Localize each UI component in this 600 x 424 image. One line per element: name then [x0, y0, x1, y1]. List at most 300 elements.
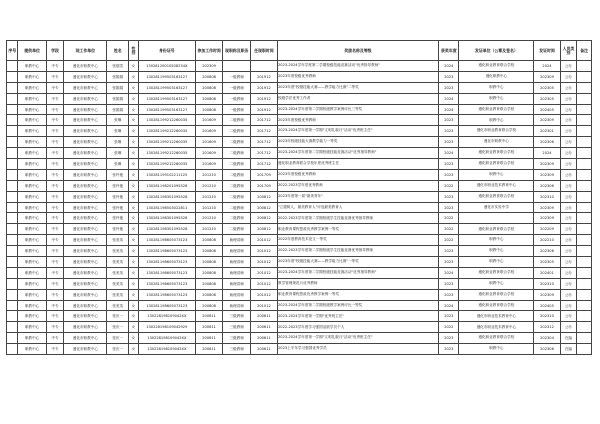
table-cell: 202312 — [534, 322, 560, 333]
table-row — [7, 82, 592, 93]
table-cell — [577, 93, 592, 104]
column-header: 序号 — [7, 41, 18, 61]
table-cell: 职教中心 — [18, 169, 46, 180]
table-cell: 女 — [129, 71, 138, 82]
table-cell: 202309 — [534, 289, 560, 300]
table-cell: 中专 — [46, 93, 64, 104]
table-cell: 2023 — [439, 289, 459, 300]
table-cell: "立德树人，最美教育人"评选最美教育人 — [277, 202, 439, 213]
table-cell: 2023 — [439, 344, 459, 355]
table-cell: 202209 — [534, 224, 560, 235]
table-cell: 2022-2023学年度第二学期校级学生技能竞赛优秀指导教师 — [277, 246, 439, 257]
table-cell: 职教中心 — [18, 311, 46, 322]
table-cell: 遵化市职教中心 — [64, 137, 107, 148]
table-cell: 公办 — [560, 278, 577, 289]
table-cell: 张娟娟 — [107, 71, 129, 82]
column-header: 学段 — [46, 41, 64, 61]
table-cell: 职教中心 — [18, 257, 46, 268]
table-cell: 公办 — [560, 180, 577, 191]
table-cell: 遵化市职业技术教育中心 — [459, 311, 534, 322]
table-cell — [251, 61, 277, 72]
table-cell: 二级教师 — [223, 137, 251, 148]
table-cell: 遵化市职教中心 — [64, 278, 107, 289]
table-row — [7, 289, 592, 300]
table-cell: 202305 — [534, 257, 560, 268]
table-cell: 张美英 — [107, 300, 129, 311]
table-cell: 中专 — [46, 180, 64, 191]
table-row — [7, 311, 592, 322]
table-cell: 202306 — [534, 246, 560, 257]
table-cell: 2023年度"校级技能大赛——教学能力比赛"一等奖 — [277, 257, 439, 268]
table-cell: 女 — [129, 235, 138, 246]
table-cell: 2022-2023学年度优秀教师 — [277, 180, 439, 191]
table-cell: 职教中心 — [18, 235, 46, 246]
table-cell: 中专 — [46, 202, 64, 213]
table-cell: 2024 — [439, 61, 459, 72]
table-cell: 201712 — [251, 126, 277, 137]
table-cell: 遵化职业教育联合学校 — [459, 191, 534, 202]
table-cell: 2023 — [439, 126, 459, 137]
table-cell: 公办 — [560, 159, 577, 170]
table-cell: 二级教师 — [223, 159, 251, 170]
table-cell: 张玲艳 — [107, 202, 129, 213]
table-cell: 在编 — [560, 333, 577, 344]
table-cell: 遵化市职教中心 — [64, 213, 107, 224]
table-cell — [7, 289, 18, 300]
table-cell: 201609 — [196, 159, 223, 170]
table-cell: 张庆一 — [107, 344, 129, 355]
header-row — [7, 41, 592, 61]
table-cell: 女 — [129, 289, 138, 300]
table-cell: 遵化职业教育联合学校 — [459, 289, 534, 300]
table-row — [7, 322, 592, 333]
table-cell: 公办 — [560, 224, 577, 235]
table-row — [7, 169, 592, 180]
table-cell: 中专 — [46, 148, 64, 159]
table-cell: 202306 — [534, 137, 560, 148]
table-cell: 女 — [129, 267, 138, 278]
table-cell: 2023 — [439, 278, 459, 289]
table-cell: 200808 — [196, 257, 223, 268]
table-cell — [577, 278, 592, 289]
table-cell: 200808 — [196, 71, 223, 82]
table-cell: 一级教师 — [223, 71, 251, 82]
award-table — [6, 40, 592, 355]
table-cell: 公办 — [560, 213, 577, 224]
table-cell: 201210 — [196, 213, 223, 224]
table-cell: 公办 — [560, 82, 577, 93]
table-cell: 遵化市职教中心 — [64, 202, 107, 213]
table-cell: 二级教师 — [223, 191, 251, 202]
table-row — [7, 180, 592, 191]
table-cell: 200812 — [251, 202, 277, 213]
table-cell: 职业教育课程思政优秀教学案例一等奖 — [277, 224, 439, 235]
table-cell — [7, 300, 18, 311]
column-header: 发证时间 — [534, 41, 560, 61]
table-cell: 200611 — [251, 344, 277, 355]
table-cell: 公办 — [560, 104, 577, 115]
table-cell: 三级教师 — [223, 322, 251, 333]
table-cell — [577, 224, 592, 235]
table-cell: 张琳 — [107, 126, 129, 137]
table-cell: 女 — [129, 191, 138, 202]
table-cell: 一级教师 — [223, 93, 251, 104]
table-row — [7, 126, 592, 137]
table-cell: 公办 — [560, 202, 577, 213]
table-cell: 职教中心 — [18, 82, 46, 93]
table-cell: 职教中心 — [18, 322, 46, 333]
table-cell: 130281198605073123 — [138, 267, 195, 278]
table-cell: 张美英 — [107, 267, 129, 278]
table-cell: 二级教师 — [223, 224, 251, 235]
table-cell: 200808 — [196, 300, 223, 311]
table-cell: 职教中心 — [459, 278, 534, 289]
table-cell: 130281198605073123 — [138, 300, 195, 311]
table-cell: 2023 — [439, 333, 459, 344]
table-row — [7, 115, 592, 126]
column-header: 发证单位（公章及签名） — [459, 41, 534, 61]
table-cell: 2023 — [439, 82, 459, 93]
table-cell: 202310 — [534, 278, 560, 289]
table-cell — [7, 61, 18, 72]
table-cell: 遵化市职教中心 — [64, 333, 107, 344]
table-cell: 202305 — [534, 93, 560, 104]
table-cell: 张美英 — [107, 289, 129, 300]
column-header: 参加工作时间 — [196, 41, 223, 61]
table-cell: 职教中心 — [18, 104, 46, 115]
table-cell: 2023 — [439, 311, 459, 322]
table-cell: 公办 — [560, 115, 577, 126]
table-cell: 遵化市职业教育联合学校 — [459, 126, 534, 137]
table-cell: 遵化市职教中心 — [64, 180, 107, 191]
table-cell: 200808 — [196, 289, 223, 300]
table-cell: 中专 — [46, 213, 64, 224]
table-cell: 202405 — [534, 104, 560, 115]
table-cell — [7, 82, 18, 93]
table-cell: 中专 — [46, 278, 64, 289]
table-cell — [7, 169, 18, 180]
table-cell — [7, 278, 18, 289]
table-cell — [577, 61, 592, 72]
table-cell: 130281198201095528 — [138, 180, 195, 191]
table-cell: 2022 — [439, 213, 459, 224]
table-cell — [577, 257, 592, 268]
table-cell: 助理讲师 — [223, 289, 251, 300]
table-cell: 职教中心 — [18, 148, 46, 159]
table-cell: 职教中心 — [18, 191, 46, 202]
table-cell: 职教中心 — [18, 278, 46, 289]
table-cell: 遵化职业教育联合学校年度优秀班主任 — [277, 159, 439, 170]
table-cell: 200808 — [196, 104, 223, 115]
table-cell: 202310 — [534, 191, 560, 202]
table-cell — [7, 104, 18, 115]
table-cell: 200611 — [196, 344, 223, 355]
table-cell: 职教中心 — [18, 300, 46, 311]
table-cell: 2023 — [439, 246, 459, 257]
table-cell: 张美英 — [107, 235, 129, 246]
table-cell: 三级教师 — [223, 311, 251, 322]
column-header: 备注 — [577, 41, 592, 61]
table-cell: 遵化职业教育联合学校 — [459, 148, 534, 159]
table-cell: 2023年度校级优秀教师 — [277, 71, 439, 82]
table-cell: 201012 — [251, 300, 277, 311]
table-cell: 202309 — [534, 159, 560, 170]
table-cell — [577, 82, 592, 93]
table-cell: 130281199212260035 — [138, 115, 195, 126]
table-cell: 职教中心 — [18, 213, 46, 224]
table-cell: 201609 — [196, 126, 223, 137]
table-cell: 遵化市职教中心 — [64, 224, 107, 235]
table-cell: 遵化职业教育联合学校 — [459, 267, 534, 278]
table-cell: 遵化市职教中心 — [64, 61, 107, 72]
table-cell: 公办 — [560, 71, 577, 82]
column-header: 奖励名称及等级 — [277, 41, 439, 61]
table-cell: 130228198109042XX — [138, 311, 195, 322]
table-cell: 遵化市职业技术教育中心 — [459, 180, 534, 191]
table-cell: 女 — [129, 159, 138, 170]
table-cell — [7, 224, 18, 235]
table-cell: 130281198605073123 — [138, 257, 195, 268]
table-cell: 201709 — [251, 169, 277, 180]
table-cell: 200812 — [251, 224, 277, 235]
table-cell: 2023年度校级优秀教师 — [277, 169, 439, 180]
table-cell: 201012 — [251, 267, 277, 278]
table-cell: 女 — [129, 93, 138, 104]
table-cell — [7, 257, 18, 268]
table-cell: 女 — [129, 104, 138, 115]
table-cell: 二级教师 — [223, 115, 251, 126]
table-cell: 202306 — [534, 180, 560, 191]
table-cell: 三级教师 — [223, 344, 251, 355]
table-cell: 202310 — [534, 311, 560, 322]
table-cell: 13028120010508234X — [138, 61, 195, 72]
table-row — [7, 137, 592, 148]
table-cell — [7, 180, 18, 191]
table-cell — [577, 137, 592, 148]
table-cell: 遵化市职教中心 — [64, 159, 107, 170]
table-cell: 女 — [129, 202, 138, 213]
table-cell — [577, 235, 592, 246]
table-cell: 2023 — [439, 159, 459, 170]
table-cell — [577, 267, 592, 278]
table-cell: 张庆一 — [107, 311, 129, 322]
table-cell: 遵化市职业技术教育中心 — [459, 322, 534, 333]
table-cell: 职教中心 — [18, 344, 46, 355]
table-cell: 2023-2024学年度第二学期校级技能竞赛活动"优秀指导教师" — [277, 148, 439, 159]
table-cell — [577, 333, 592, 344]
table-cell: 202309 — [196, 61, 223, 72]
table-row — [7, 61, 592, 72]
table-cell: 200611 — [251, 333, 277, 344]
table-cell: 202305 — [534, 82, 560, 93]
table-cell: 张美英 — [107, 278, 129, 289]
table-cell: 二级教师 — [223, 180, 251, 191]
table-cell — [577, 289, 592, 300]
table-cell: 2024 — [439, 104, 459, 115]
table-cell — [577, 344, 592, 355]
table-cell — [7, 235, 18, 246]
table-cell: 女 — [129, 115, 138, 126]
table-cell: 公办 — [560, 169, 577, 180]
table-cell: 遵化市职教中心 — [64, 322, 107, 333]
table-cell — [577, 213, 592, 224]
table-cell: 130281198605073123 — [138, 235, 195, 246]
table-cell — [577, 115, 592, 126]
table-cell: 中专 — [46, 235, 64, 246]
table-cell — [577, 159, 592, 170]
table-cell: 遵化职业教育联合学校 — [459, 159, 534, 170]
table-cell: 2023年度校级优秀教师 — [277, 115, 439, 126]
table-cell: 助理讲师 — [223, 257, 251, 268]
table-cell: 张娟娟 — [107, 93, 129, 104]
table-cell — [7, 137, 18, 148]
table-cell: 二级教师 — [223, 148, 251, 159]
column-header: 性别 — [129, 41, 138, 61]
table-cell: 200808 — [196, 235, 223, 246]
table-row — [7, 224, 592, 235]
table-cell: 202309 — [534, 169, 560, 180]
table-cell: 助理讲师 — [223, 235, 251, 246]
table-cell: 公办 — [560, 246, 577, 257]
column-header: 人员类别 — [560, 41, 577, 61]
table-cell — [7, 322, 18, 333]
table-cell: 职教中心 — [459, 246, 534, 257]
table-row — [7, 278, 592, 289]
table-cell: 201609 — [196, 137, 223, 148]
table-cell: 201912 — [251, 82, 277, 93]
table-cell: 中专 — [46, 104, 64, 115]
table-cell: 200808 — [196, 267, 223, 278]
table-cell: 130281198605073123 — [138, 246, 195, 257]
table-cell — [7, 202, 18, 213]
table-cell: 2023 — [439, 115, 459, 126]
table-cell — [7, 344, 18, 355]
table-cell — [7, 213, 18, 224]
table-cell: 助理讲师 — [223, 267, 251, 278]
table-cell: 遵化职业教育联合学校 — [459, 333, 534, 344]
table-cell: 张庆一 — [107, 322, 129, 333]
table-cell: 中专 — [46, 257, 64, 268]
table-cell: 130281199503163127 — [138, 93, 195, 104]
table-cell: 201012 — [251, 289, 277, 300]
table-cell — [577, 169, 592, 180]
table-cell: 200808 — [196, 246, 223, 257]
table-cell: 职教中心 — [459, 82, 534, 93]
table-cell: 遵化市职教中心 — [64, 169, 107, 180]
table-cell: 职教中心 — [18, 202, 46, 213]
table-cell — [577, 246, 592, 257]
table-cell: 201210 — [196, 180, 223, 191]
table-cell: 2023-2024学年度第二学期校级技能竞赛活动"优秀指导教师" — [277, 267, 439, 278]
table-cell: 200808 — [196, 82, 223, 93]
table-cell: 二级教师 — [223, 126, 251, 137]
table-cell: 202405 — [534, 300, 560, 311]
table-cell: 女 — [129, 148, 138, 159]
table-row — [7, 267, 592, 278]
table-cell: 130281199212260035 — [138, 159, 195, 170]
table-cell: 三级教师 — [223, 333, 251, 344]
table-cell: 一级教师 — [223, 82, 251, 93]
table-cell: 职教中心 — [18, 246, 46, 257]
table-cell: 职教中心 — [18, 93, 46, 104]
table-cell — [577, 311, 592, 322]
table-cell: 201709 — [251, 180, 277, 191]
table-cell: 职业教育课程思政优秀教学案例一等奖 — [277, 289, 439, 300]
table-cell: 遵化职业教育联合学校 — [459, 300, 534, 311]
table-cell: 二级教师 — [223, 202, 251, 213]
table-cell: 200812 — [251, 191, 277, 202]
table-cell: 130228198109042XX — [138, 333, 195, 344]
table-cell: 女 — [129, 322, 138, 333]
table-cell: 130281198605073123 — [138, 289, 195, 300]
table-cell: 女 — [129, 180, 138, 191]
table-cell: 遵化市职教中心 — [64, 300, 107, 311]
table-cell — [577, 71, 592, 82]
table-cell: 中专 — [46, 289, 64, 300]
table-cell: 公办 — [560, 191, 577, 202]
table-row — [7, 191, 592, 202]
table-cell: 公办 — [560, 137, 577, 148]
table-cell: 公办 — [560, 235, 577, 246]
table-cell: 遵化市职教中心 — [64, 115, 107, 126]
table-cell: 张琳 — [107, 137, 129, 148]
table-cell: 201210 — [196, 169, 223, 180]
table-cell: 女 — [129, 311, 138, 322]
column-header: 获奖年度 — [439, 41, 459, 61]
table-cell: 女 — [129, 344, 138, 355]
table-cell: 2023 — [439, 137, 459, 148]
table-cell: 130281199503163127 — [138, 71, 195, 82]
table-cell: 2023-2024学年度第二学期校级教学案例评比三等奖 — [277, 104, 439, 115]
table-cell: 张美英 — [107, 246, 129, 257]
table-cell: 2024 — [439, 93, 459, 104]
table-cell: 2023-2024学年度第一学期"文明礼貌月"活动"优秀班主任" — [277, 333, 439, 344]
table-cell: 2023年度第一届"最美青年" — [277, 191, 439, 202]
table-cell: 201912 — [251, 93, 277, 104]
table-cell: 130228198109042929 — [138, 322, 195, 333]
table-cell: 中专 — [46, 159, 64, 170]
table-cell: 张玲艳 — [107, 213, 129, 224]
table-row — [7, 202, 592, 213]
table-cell — [459, 213, 534, 224]
table-cell: 职教中心 — [18, 61, 46, 72]
table-cell: 职教中心 — [459, 93, 534, 104]
table-cell: 200808 — [196, 93, 223, 104]
table-cell: 2023-2024学年度第二学期校级教学案例评比一等奖 — [277, 300, 439, 311]
table-cell: 教学管理规范月优秀教师 — [277, 278, 439, 289]
table-body — [7, 61, 592, 355]
table-cell: 遵化市职教中心 — [64, 82, 107, 93]
table-cell: 130228198109042XX — [138, 344, 195, 355]
table-cell: 130281198301095528 — [138, 224, 195, 235]
table-cell: 中专 — [46, 311, 64, 322]
table-cell: 女 — [129, 169, 138, 180]
table-cell: 公办 — [560, 61, 577, 72]
table-row — [7, 344, 592, 355]
table-cell — [7, 93, 18, 104]
table-cell: 女 — [129, 257, 138, 268]
table-cell: 女 — [129, 137, 138, 148]
table-cell: 2023 — [439, 191, 459, 202]
table-cell: 遵化市职教中心 — [64, 289, 107, 300]
table-row — [7, 71, 592, 82]
table-cell: 200808 — [196, 278, 223, 289]
table-cell: 202210 — [534, 235, 560, 246]
table-cell: 130281198301095528 — [138, 213, 195, 224]
table-cell: 女 — [129, 246, 138, 257]
table-cell: 2024 — [439, 148, 459, 159]
table-cell: 职教中心 — [18, 224, 46, 235]
